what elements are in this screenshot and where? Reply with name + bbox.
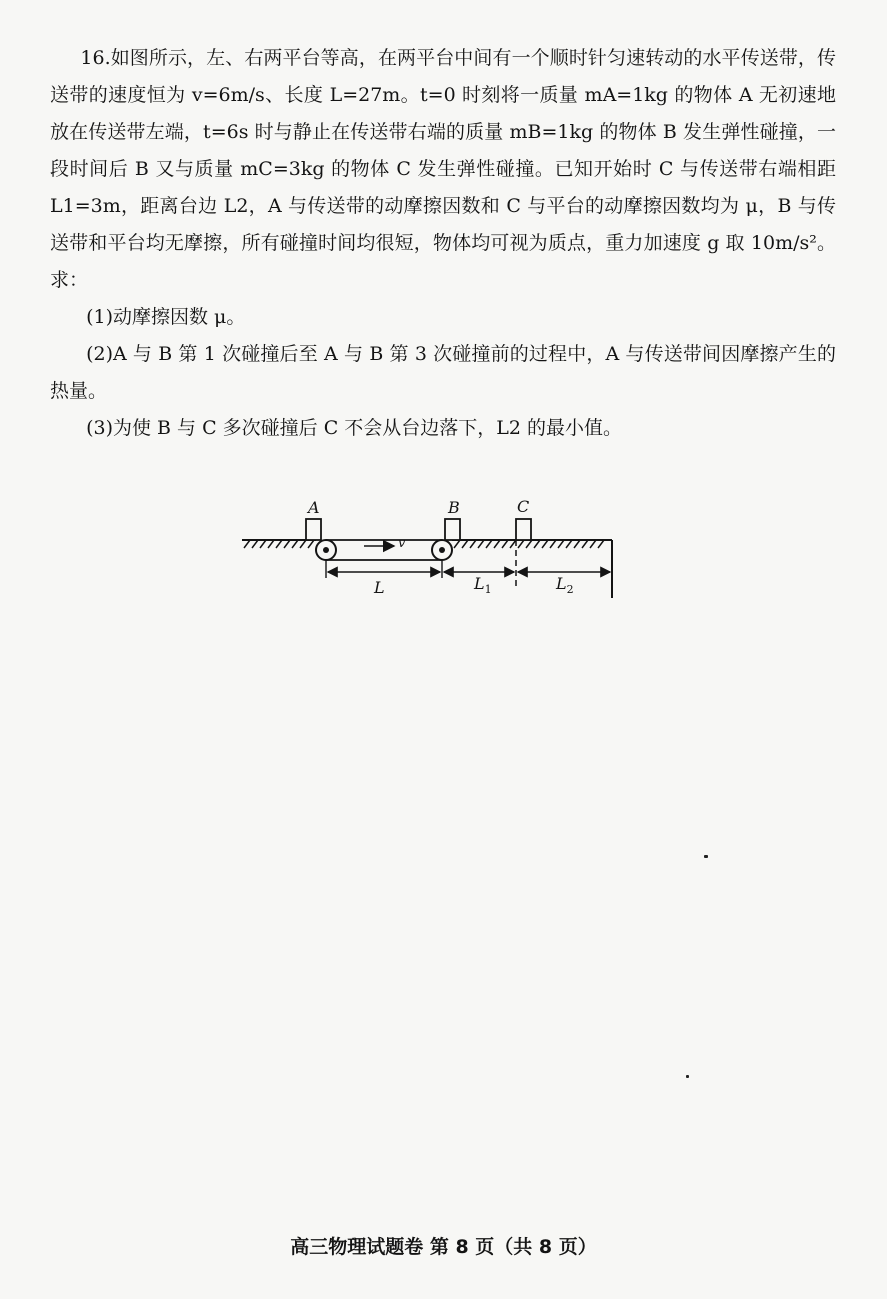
problem-16: [50, 40, 836, 447]
problem-intro: 16.如图所示，左、右两平台等高，在两平台中间有一个顺时针匀速转动的水平传送带，传送带的速度恒为 v=6m/s、长度 L=27m。t=0 时刻将一质量 mA=1kg 的物体 A 无初速地放在传送带左端，t=6s 时与静止在传送带右端的质量 mB=1kg 的物体 B 发生弹性碰撞，一段时间后 B 又与质量 mC=3kg 的物体 C 发生弹性碰撞。已知开始时 C 与传送带右端相距 L1=3m，距离台边 L2，A 与传送带的动摩擦因数和 C 与平台的动摩擦因数均为 μ，B 与传送带和平台均无摩擦，所有碰撞时间均很短，物体均可视为质点，重力加速度 g 取 10m/s²。求：: [50, 47, 836, 291]
label-l2: $L_2$: [556, 574, 574, 597]
label-c: C: [517, 497, 530, 516]
question-3: (3)为使 B 与 C 多次碰撞后 C 不会从台边落下，L2 的最小值。: [86, 417, 623, 439]
label-b: B: [448, 498, 460, 517]
left-platform-hatching: [244, 540, 314, 548]
label-l: L: [374, 578, 385, 597]
speck: [704, 855, 708, 858]
block-c: [516, 519, 531, 540]
speck: [686, 1075, 689, 1078]
right-platform-hatching: [454, 540, 604, 548]
label-a: A: [308, 498, 320, 517]
block-b: [445, 519, 460, 540]
block-a: [306, 519, 321, 540]
label-l1: $L_1$: [474, 574, 492, 597]
page-footer: 高三物理试题卷 第 8 页（共 8 页）: [290, 1236, 597, 1258]
label-v: v: [398, 536, 406, 551]
question-2: (2)A 与 B 第 1 次碰撞后至 A 与 B 第 3 次碰撞前的过程中，A 与传送带间因摩擦产生的热量。: [50, 343, 836, 402]
question-1: (1)动摩擦因数 μ。: [86, 306, 246, 328]
conveyor-diagram: [238, 498, 618, 602]
